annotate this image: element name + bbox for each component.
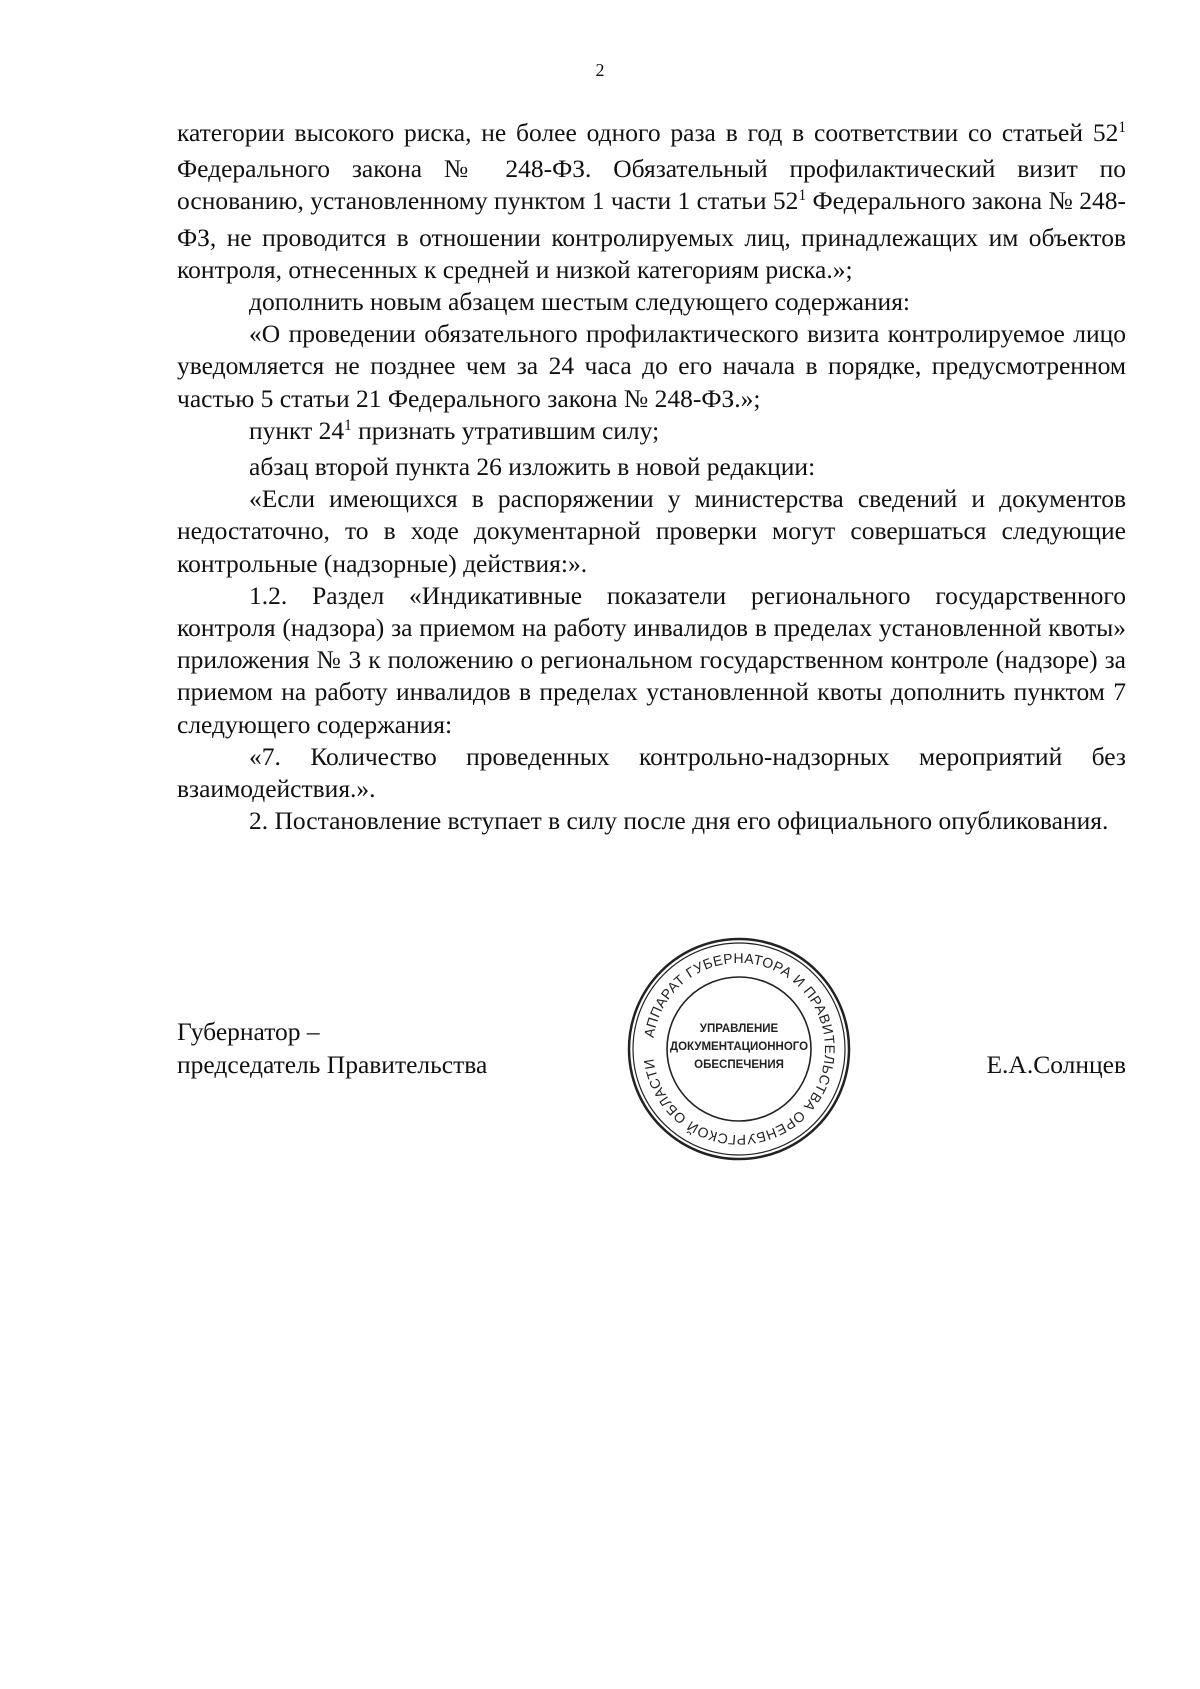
- page-number: 2: [595, 60, 605, 80]
- text-run: Федерального закона № 248-ФЗ, не проводится в отношении контролируемых лиц, принадлежащих им объектов контроля, отнесенных к средней и низкой категориям риска.»;: [177, 186, 1126, 284]
- paragraph: [177, 580, 1126, 741]
- text-run: абзац второй пункта 26 изложить в новой редакции:: [249, 452, 816, 482]
- superscript: 1: [798, 187, 807, 205]
- official-stamp: [624, 934, 854, 1164]
- paragraph: [177, 805, 1126, 837]
- paragraph: [177, 415, 1126, 451]
- paragraph: [177, 741, 1126, 805]
- document-body: [177, 117, 1126, 837]
- text-run: дополнить новым абзацем шестым следующего содержания:: [249, 287, 911, 317]
- text-run: категории высокого риска, не более одного раза в год в соответствии со статьей 52: [177, 118, 1119, 147]
- superscript: 1: [344, 416, 352, 434]
- paragraph: [177, 451, 1126, 483]
- text-run: признать утратившим силу;: [351, 415, 660, 445]
- signatory-name: Е.А.Солнцев: [986, 1050, 1126, 1079]
- signatory-title-line2: председатель Правительства: [177, 1050, 488, 1079]
- paragraph: [177, 318, 1126, 415]
- text-run: пункт 24: [249, 415, 345, 445]
- paragraph: [177, 117, 1126, 286]
- text-run: «7. Количество проведенных контрольно-надзорных мероприятий без взаимодействия.».: [177, 741, 1126, 804]
- paragraph: [177, 483, 1126, 580]
- text-run: 1.2. Раздел «Индикативные показатели регионального государственного контроля (надзора) за приемом на работу инвалидов в пределах установленной квоты» приложения № 3 к положению о региональном государственном контроле (надзоре) за приемом на работу инвалидов в пределах установленной квоты дополнить пунктом 7 следующего содержания:: [177, 580, 1126, 739]
- stamp-seal-graphic: [624, 934, 854, 1164]
- superscript: 1: [1118, 118, 1126, 136]
- stamp-center-line3: ОБЕСПЕЧЕНИЯ: [694, 1059, 784, 1071]
- signatory-title-line1: Губернатор –: [177, 1017, 320, 1046]
- stamp-ring-text: АППАРАТ ГУБЕРНАТОРА И ПРАВИТЕЛЬСТВА ОРЕНБУРГСКОЙ ОБЛАСТИ: [640, 949, 839, 1149]
- text-run: 2. Постановление вступает в силу после дня его официального опубликования.: [249, 806, 1109, 836]
- text-run: «Если имеющихся в распоряжении у министерства сведений и документов недостаточно, то в ходе документарной проверки могут совершаться следующие контрольные (надзорные) действия:».: [177, 484, 1126, 578]
- text-run: Федерального закона № 248-ФЗ. Обязательный профилактический визит по основанию, установленному пунктом 1 части 1 статьи 52: [177, 154, 1126, 216]
- stamp-center-line1: УПРАВЛЕНИЕ: [699, 1023, 779, 1035]
- stamp-center-line2: ДОКУМЕНТАЦИОННОГО: [669, 1041, 809, 1053]
- paragraph: [177, 286, 1126, 318]
- signatory-title: [177, 1015, 487, 1081]
- text-run: «О проведении обязательного профилактического визита контролируемое лицо уведомляется не позднее чем за 24 часа до его начала в порядке, предусмотренном частью 5 статьи 21 Федерального закона № 248-ФЗ.»;: [177, 319, 1126, 413]
